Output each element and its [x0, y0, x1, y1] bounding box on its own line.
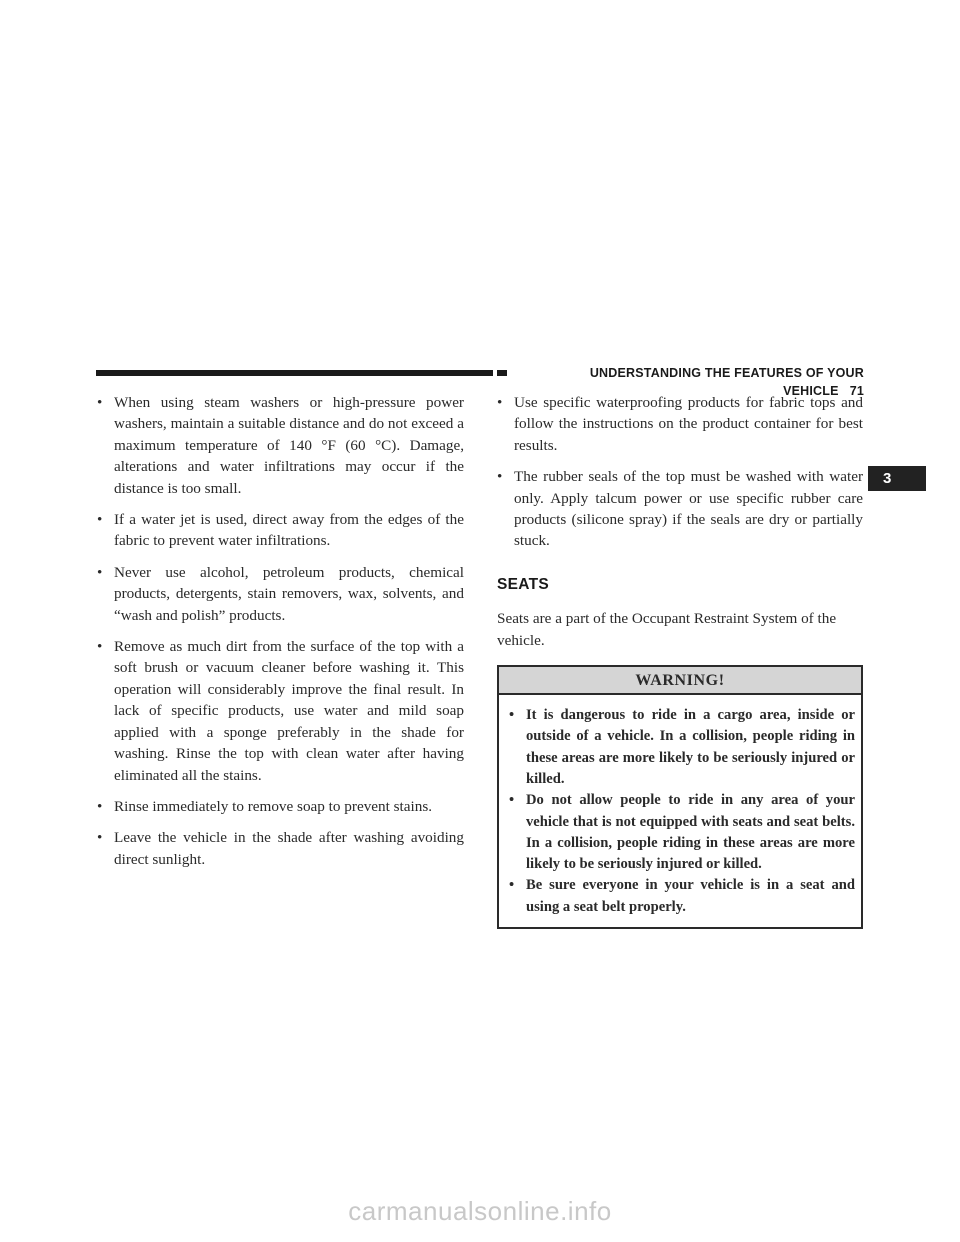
list-item [97, 392, 464, 499]
bullet-icon: • [509, 792, 515, 809]
list-item [97, 796, 464, 817]
list-item [97, 636, 464, 786]
bullet-icon: • [97, 638, 103, 656]
chapter-tab: 3 [868, 466, 926, 491]
list-item-text: Use specific waterproofing products for fabric tops and follow the instructions on the product container for best results. [514, 394, 863, 454]
bullet-icon: • [97, 394, 103, 411]
header-rule-left [96, 370, 493, 376]
warning-item [509, 790, 855, 875]
list-item [497, 466, 863, 552]
bullet-icon: • [497, 468, 503, 486]
list-item-text: When using steam washers or high-pressure power washers, maintain a suitable distance and do not exceed a maximum temperature of 140 °F (60 °C). Damage, alterations and water infiltrations may occur if the distance is too small. [114, 394, 464, 497]
running-header [507, 364, 864, 398]
warning-item [509, 875, 855, 918]
bullet-icon: • [97, 797, 103, 815]
list-item [97, 827, 464, 870]
warning-item-text: It is dangerous to ride in a cargo area, inside or outside of a vehicle. In a collision, people riding in these areas are more likely to be seriously injured or killed. [526, 707, 855, 787]
right-column [497, 392, 863, 929]
bullet-icon: • [97, 829, 103, 847]
list-item-text: The rubber seals of the top must be washed with water only. Apply talcum power or use specific rubber care products (silicone spray) if the seals are dry or partially stuck. [514, 468, 863, 550]
section-heading: SEATS [497, 575, 550, 593]
list-item [497, 392, 863, 456]
list-item-text: Rinse immediately to remove soap to prevent stains. [114, 797, 433, 815]
list-item-text: Remove as much dirt from the surface of the top with a soft brush or vacuum cleaner before washing it. This operation will considerably improve the final result. In lack of specific products, use water and mild soap applied with a sponge preferably in the shade for washing. Rinse the top with clean water after having eliminated all the stains. [114, 638, 464, 784]
bullet-icon: • [509, 877, 515, 894]
header-title: UNDERSTANDING THE FEATURES OF YOUR VEHICLE [589, 366, 864, 398]
watermark: carmanualsonline.info [348, 1196, 612, 1226]
bullet-icon: • [97, 511, 103, 529]
section-paragraph: Seats are a part of the Occupant Restraint System of the vehicle. [497, 610, 837, 649]
warning-item-text: Be sure everyone in your vehicle is in a seat and using a seat belt properly. [526, 877, 855, 915]
list-item [97, 509, 464, 552]
page-number: 71 [849, 384, 864, 398]
list-item-text: If a water jet is used, direct away from the edges of the fabric to prevent water infiltrations. [114, 511, 464, 550]
warning-title: WARNING! [499, 667, 861, 695]
warning-item-text: Do not allow people to ride in any area of your vehicle that is not equipped with seats and seat belts. In a collision, people riding in these areas are more likely to be seriously injured or killed. [526, 792, 855, 873]
list-item-text: Leave the vehicle in the shade after washing avoiding direct sunlight. [114, 829, 464, 868]
bullet-icon: • [497, 394, 503, 411]
left-column [97, 392, 464, 880]
list-item-text: Never use alcohol, petroleum products, chemical products, detergents, stain removers, wax, solvents, and “wash and polish” products. [114, 563, 464, 624]
warning-item [509, 705, 855, 790]
list-item [97, 562, 464, 626]
bullet-icon: • [509, 707, 515, 724]
bullet-icon: • [97, 563, 103, 581]
warning-box [497, 665, 863, 929]
warning-body [499, 695, 861, 927]
